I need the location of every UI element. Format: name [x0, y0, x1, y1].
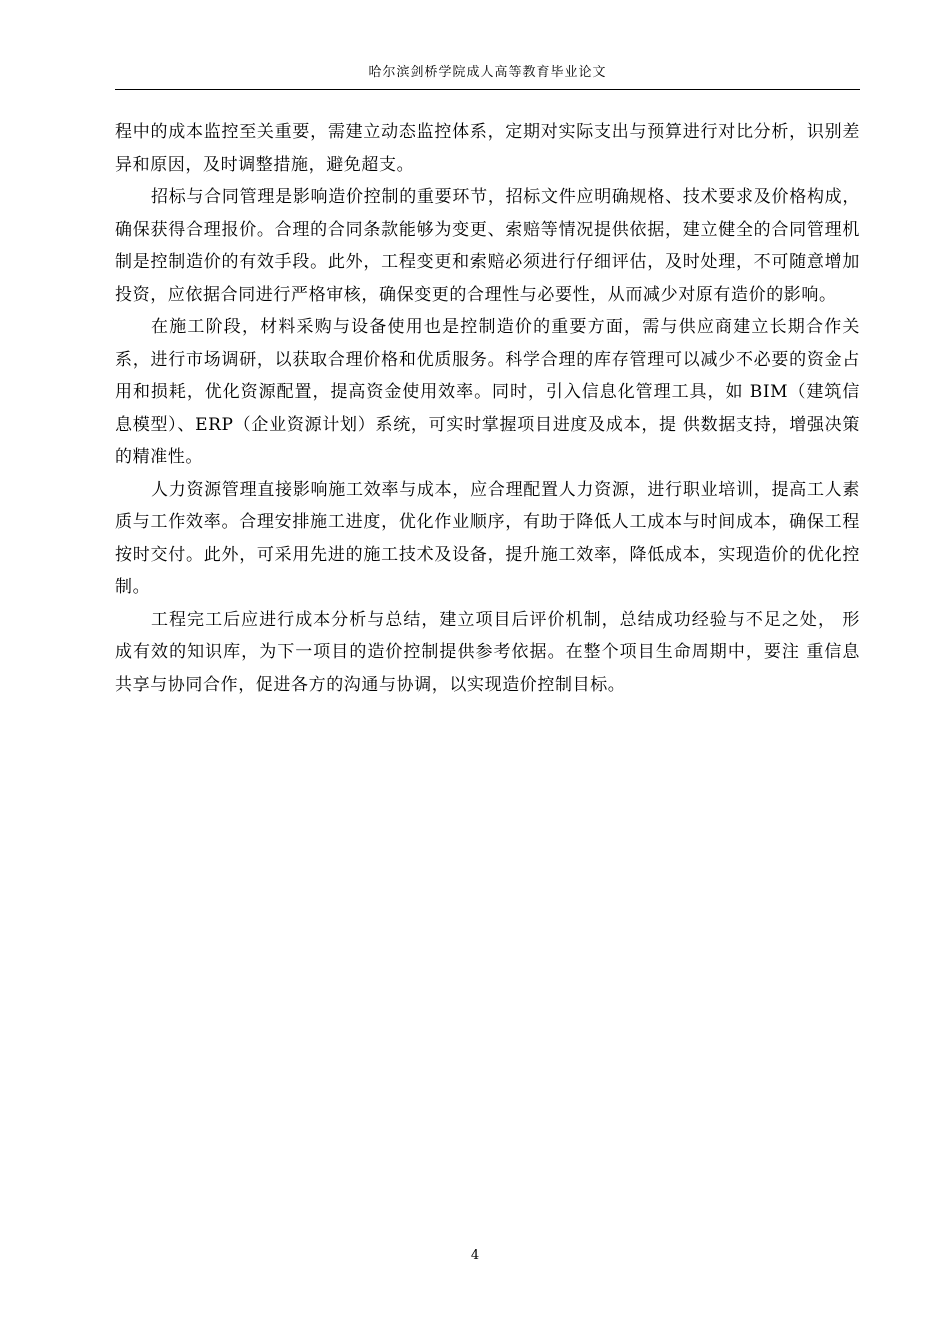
paragraph-continuation: 程中的成本监控至关重要，需建立动态监控体系，定期对实际支出与预算进行对比分析，识别差异和原因，及时调整措施，避免超支。 [115, 122, 860, 175]
paragraph-post-completion: 工程完工后应进行成本分析与总结，建立项目后评价机制，总结成功经验与不足之处， 形成有效的知识库，为下一项目的造价控制提供参考依据。在整个项目生命周期中，要注 重信息共享与协同合作，促进各方的沟通与协调，以实现造价控制目标。 [115, 609, 860, 695]
header-rule [115, 89, 860, 90]
page-number: 4 [470, 1248, 480, 1263]
body-text [115, 116, 860, 701]
page-header: 哈尔滨剑桥学院成人高等教育毕业论文 [368, 65, 607, 80]
paragraph-materials-equipment: 在施工阶段，材料采购与设备使用也是控制造价的重要方面，需与供应商建立长期合作关系，进行市场调研，以获取合理价格和优质服务。科学合理的库存管理可以减少不必要的资金占用和损耗，优化资源配置，提高资金使用效率。同时，引入信息化管理工具，如 BIM（建筑信息模型）、ERP（企业资源计划）系统，可实时掌握项目进度及成本，提 供数据支持，增强决策的精准性。 [115, 317, 860, 467]
paragraph-human-resources: 人力资源管理直接影响施工效率与成本，应合理配置人力资源，进行职业培训，提高工人素质与工作效率。合理安排施工进度，优化作业顺序，有助于降低人工成本与时间成本，确保工程按时交付。此外，可采用先进的施工技术及设备，提升施工效率，降低成本，实现造价的优化控制。 [115, 479, 860, 597]
paragraph-bidding-contract: 招标与合同管理是影响造价控制的重要环节，招标文件应明确规格、技术要求及价格构成，确保获得合理报价。合理的合同条款能够为变更、索赔等情况提供依据，建立健全的合同管理机制是控制造价的有效手段。此外，工程变更和索赔必须进行仔细评估，及时处理，不可随意增加投资，应依据合同进行严格审核，确保变更的合理性与必要性，从而减少对原有造价的影响。 [115, 187, 860, 305]
